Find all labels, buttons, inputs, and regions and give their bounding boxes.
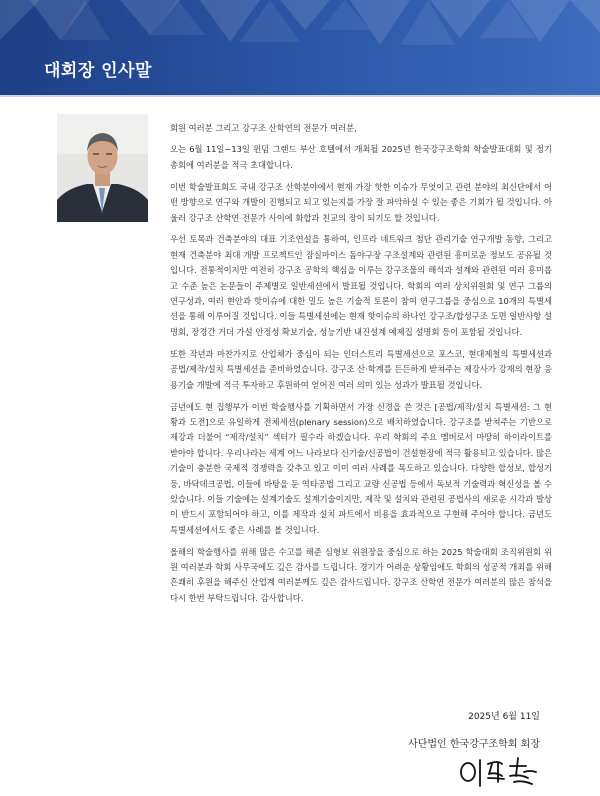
letter-body <box>170 121 552 613</box>
letter-paragraph: 우선 토목과 건축분야의 대표 기조연설을 통하여, 인프라 네트워크 첨단 관리기술 연구개발 동향, 그리고 현재 건축분야 최대 개발 프로젝트인 잠실마이스 돔야구장 구조설계와 관련된 흥미로운 정보도 공유될 것입니다. 전통적이지만 여전히 강구조 공학의 핵심을 이루는 강구조물의 해석과 설계와 관련된 여러 흥미롭고 수준 높은 논문들이 주제별로 일반세션에서 발표될 것입니다. 학회의 여러 상치위원회 및 연구 그룹의 연구성과, 여러 현안과 핫이슈에 대한 밀도 높은 기술적 토론이 참여 연구그룹을 중심으로 10개의 특별세션을 통해 이루어질 것입니다. 이들 특별세션에는 현재 핫이슈의 하나인 강구조/합성구조 도면 일반사항 설명회, 장경간 거더 가설 안정성 확보기술, 성능기반 내진설계 예제집 설명회 등이 포함될 것입니다. <box>170 234 552 337</box>
signature-image <box>458 752 548 792</box>
header-banner <box>0 0 600 95</box>
handwritten-signature <box>458 752 548 796</box>
letter-paragraph: 오는 6월 11일~13일 윈덤 그랜드 부산 호텔에서 개최될 2025년 한국강구조학회 학술발표대회 및 정기총회에 여러분을 적극 초대합니다. <box>170 144 552 170</box>
header-divider <box>0 95 600 97</box>
letter-paragraph: 금년에도 현 집행부가 이번 학술행사를 기획하면서 가장 신경을 쓴 것은 [공법/제작/설치 특별세션: 그 현황과 도전]으로 유일하게 전체세션(plenary session)으로 배치하였습니다. 강구조를 받쳐주는 기반으로 제강과 더불어 “제작/설치” 섹터가 필수라 하겠습니다. 우리 학회의 주요 멤버로서 마땅히 하이라이트를 받아야 합니다. 우리나라는 세계 어느 나라보다 신기술/신공법이 건설현장에 적극 활용되고 있습니다. 많은 기술이 충분한 국제적 경쟁력을 갖추고 있고 이미 여러 사례를 목도하고 있습니다. 다양한 합성보, 합성기둥, 바닥데크공법, 이들에 바탕을 둔 역타공법 그리고 교량 신공법 등에서 독보적 기술력과 혁신성을 볼 수 있습니다. 이들 기술에는 설계기술도 설계기술이지만, 제작 및 설치와 관련된 공법사의 새로운 시각과 발상이 반드시 포함되어야 하고, 이를 제작과 설치 파트에서 비용을 효과적으로 구현해 주어야 합니다. 금년도 특별세션에서도 좋은 사례를 볼 것입니다. <box>170 401 553 535</box>
letter-paragraph: 올해의 학술행사를 위해 많은 수고를 해준 심형보 위원장을 중심으로 하는 2025 학술대회 조직위원회 위원 여러분과 학회 사무국에도 깊은 감사를 드립니다. 경기가 어려운 상황임에도 학회의 성공적 개최를 위해 흔쾌히 후원을 해주신 산업계 여러분께도 깊은 감사드립니다. 강구조 산학연 전문가 여러분의 많은 참석을 다시 한번 부탁드립니다. 감사합니다. <box>170 546 553 603</box>
president-photo <box>57 114 148 222</box>
letter-date: 2025년 6월 11일 <box>468 712 540 722</box>
portrait-image <box>57 114 148 222</box>
letter-paragraph: 이번 학술발표회도 국내 강구조 산학분야에서 현재 가장 핫한 이슈가 무엇이고 관련 분야의 최신단에서 어떤 방향으로 연구와 개발이 진행되고 되고 있는지를 가장 잘 파악하실 수 있는 좋은 기회가 될 것입니다. 아울러 강구조 산학연 전문가 사이에 화합과 친교의 장이 되기도 할 것입니다. <box>170 181 552 223</box>
letter-greeting: 회원 여러분 그리고 강구조 산학연의 전문가 여러분, <box>170 123 357 133</box>
signatory-title: 사단법인 한국강구조학회 회장 <box>408 739 540 750</box>
page-title: 대회장 인사말 <box>44 61 152 81</box>
letter-paragraph: 또한 작년과 마찬가지로 산업체가 중심이 되는 인더스트리 특별세션으로 포스코, 현대제철의 특별세션과 공법/제작/설치 특별세션을 준비하였습니다. 강구조 산·학계를 든든하게 받쳐주는 제강사가 강재의 현장 응용기술 개발에 적극 투자하고 후원하여 얻어진 여러 의미 있는 성과가 발표될 것입니다. <box>170 348 552 390</box>
